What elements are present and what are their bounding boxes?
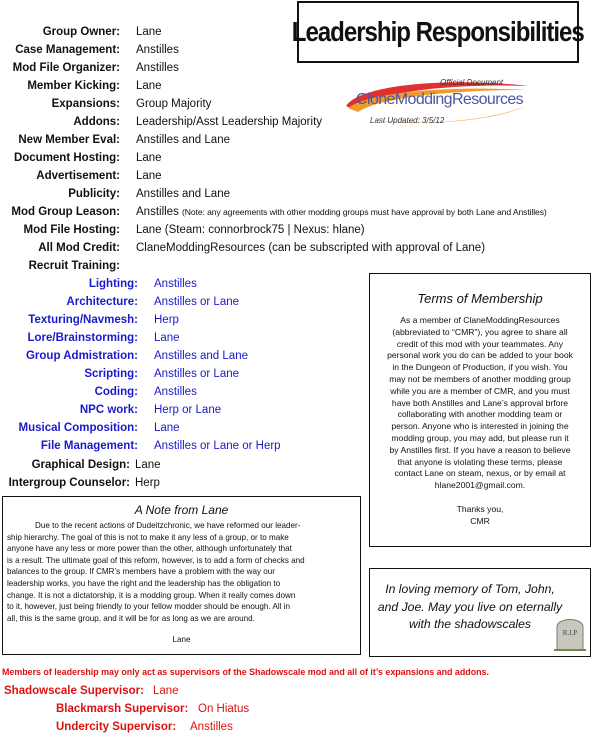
- role-label: Mod File Hosting:: [23, 224, 120, 236]
- training-value: Lane: [154, 422, 180, 434]
- terms-line: modding group, you may add, but please run it: [391, 432, 569, 443]
- role-label: All Mod Credit:: [38, 242, 120, 254]
- role-value: [136, 205, 547, 219]
- training-value: Anstilles or Lane: [154, 296, 240, 308]
- training-label: NPC work:: [79, 404, 138, 416]
- training-value: Herp: [154, 314, 179, 326]
- training-label: File Management:: [40, 440, 138, 452]
- role-value: ClaneModdingResources (can be subscripted with approval of Lane): [136, 242, 486, 254]
- terms-body: [370, 315, 590, 528]
- role-label: Case Management:: [15, 44, 120, 56]
- training-label: Lore/Brainstorming:: [27, 332, 138, 344]
- supervisor-label: Shadowscale Supervisor:: [4, 685, 144, 697]
- terms-line: (abbreviated to “CMR”), you agree to share all: [392, 326, 568, 337]
- training-value: Anstilles or Lane or Herp: [154, 440, 281, 452]
- role-label: Graphical Design:: [31, 459, 130, 471]
- role-label: Document Hosting:: [13, 152, 120, 164]
- training-label: Lighting:: [88, 278, 138, 290]
- role-value: Group Majority: [136, 98, 212, 110]
- memory-line: In loving memory of Tom, John,: [385, 582, 555, 596]
- terms-line: personal work you do can be added to your book: [387, 350, 573, 361]
- note-line: anyone have any less or more power than the other, although unfortunately that: [7, 544, 292, 554]
- training-value: Herp or Lane: [154, 404, 222, 416]
- terms-line: person. Anyone who is interested in joining the: [391, 421, 569, 432]
- terms-box: [369, 273, 591, 547]
- note-heading: A Note from Lane: [134, 503, 229, 517]
- role-value: Anstilles: [136, 44, 179, 56]
- terms-line: by Anstilles first. If you have a reason to believe: [389, 444, 571, 455]
- role-label: New Member Eval:: [18, 134, 120, 146]
- note-line: to it, however, just being friendly to your fellow modder should be enough. All in: [7, 602, 290, 612]
- memory-box: [369, 568, 591, 657]
- page-title: Leadership Responsibilities: [292, 16, 584, 47]
- terms-line: As a member of ClaneModdingResources: [400, 315, 560, 325]
- note-line: change. It is not a dictatorship, it is a modding group. When it really comes down: [7, 590, 296, 600]
- supervisor-value: Lane: [153, 685, 179, 697]
- role-value: Lane: [136, 80, 162, 92]
- training-label: Texturing/Navmesh:: [28, 314, 138, 326]
- note-line: ship hierarchy. The goal of this is not to make it any less of a group, or to make: [7, 532, 289, 542]
- terms-line: in the Dungeon of Production, if you wish. You: [392, 362, 568, 373]
- terms-line: have both Anstilles and Lane’s approval brfore: [391, 397, 569, 408]
- role-label: Intergroup Counselor:: [8, 477, 130, 489]
- training-value: Lane: [154, 332, 180, 344]
- note-line: all, this is the same group, and it will be for as long as we are around.: [7, 613, 255, 623]
- terms-line: that anyone is violating these terms, please: [397, 456, 563, 467]
- logo-name: CloneModdingResources: [356, 91, 524, 108]
- role-label: Recruit Training:: [28, 260, 120, 272]
- tombstone-label: R.I.P: [562, 629, 578, 637]
- note-body: [3, 520, 360, 646]
- role-value: Lane: [136, 152, 162, 164]
- terms-line: credit of this mod with your teammates. Any: [396, 338, 564, 349]
- role-value: Herp: [135, 477, 160, 489]
- training-label: Group Admistration:: [25, 350, 138, 362]
- terms-line: hlane2001@gmail.com.: [434, 480, 526, 491]
- logo-official: Official Document: [440, 78, 504, 87]
- role-value: Lane (Steam: connorbrock75 | Nexus: hlane): [136, 224, 365, 236]
- supervisor-value: Anstilles: [190, 721, 233, 733]
- training-value: Anstilles: [154, 278, 197, 290]
- role-label: Advertisement:: [36, 170, 120, 182]
- training-label: Musical Composition:: [18, 422, 138, 434]
- training-label: Scripting:: [84, 368, 138, 380]
- role-value: Leadership/Asst Leadership Majority: [136, 116, 323, 128]
- role-label: Mod File Organizer:: [12, 62, 120, 74]
- memory-line: and Joe. May you live on eternally: [377, 599, 563, 614]
- footer-notice: Members of leadership may only act as supervisors of the Shadowscale mod and all of it’s expansions and addons.: [2, 667, 489, 677]
- role-note: (Note: any agreements with other modding groups must have approval by both Lane and Anstilles): [182, 207, 547, 217]
- role-label: Member Kicking:: [27, 80, 120, 92]
- terms-line: collaborating with another modding team or: [397, 409, 563, 420]
- supervisor-label: Blackmarsh Supervisor:: [56, 703, 189, 715]
- training-label: Architecture:: [66, 296, 138, 308]
- training-value: Anstilles or Lane: [154, 368, 240, 380]
- terms-closing: Thanks you,: [456, 503, 504, 514]
- supervisor-label: Undercity Supervisor:: [56, 721, 177, 733]
- logo-updated: Last Updated: 3/5/12: [370, 116, 445, 125]
- role-label: Group Owner:: [42, 26, 120, 38]
- note-box: [2, 496, 361, 655]
- role-label: Publicity:: [68, 188, 120, 200]
- note-signature: Lane: [172, 635, 191, 645]
- note-line: leadership works, you have the right and the leadership has the obligation to: [7, 578, 281, 588]
- note-line: is a result. The ultimate goal of this reform, however, is to add a form of checks and: [7, 555, 305, 565]
- role-value: Anstilles and Lane: [136, 134, 230, 146]
- terms-line: while you are a member of CMR, and you must: [390, 385, 570, 396]
- supervisor-value: On Hiatus: [198, 703, 250, 715]
- terms-line: may not be members of another modding group: [389, 373, 571, 384]
- role-value: Anstilles and Lane: [136, 188, 230, 200]
- training-value: Anstilles: [154, 386, 197, 398]
- role-value-main: Anstilles: [136, 206, 179, 218]
- role-value: Lane: [136, 26, 162, 38]
- role-value: Lane: [136, 170, 162, 182]
- role-label: Addons:: [73, 116, 120, 128]
- terms-heading: Terms of Membership: [417, 291, 543, 306]
- memory-line: with the shadowscales: [409, 617, 531, 631]
- note-line: balances to the group. If CMR’s members have a problem with the way our: [7, 567, 275, 577]
- terms-signature: CMR: [470, 515, 490, 526]
- training-label: Coding:: [94, 386, 138, 398]
- training-value: Anstilles and Lane: [154, 350, 248, 362]
- role-label: Expansions:: [51, 98, 120, 110]
- note-line: Due to the recent actions of Dudeitzchronic, we have reformed our leader-: [35, 521, 301, 530]
- role-value: Lane: [135, 459, 161, 471]
- tombstone-icon: [554, 613, 586, 651]
- role-label: Mod Group Leason:: [11, 206, 120, 218]
- role-value: Anstilles: [136, 62, 179, 74]
- terms-line: contact Lane on steam, nexus, or by email at: [394, 468, 566, 479]
